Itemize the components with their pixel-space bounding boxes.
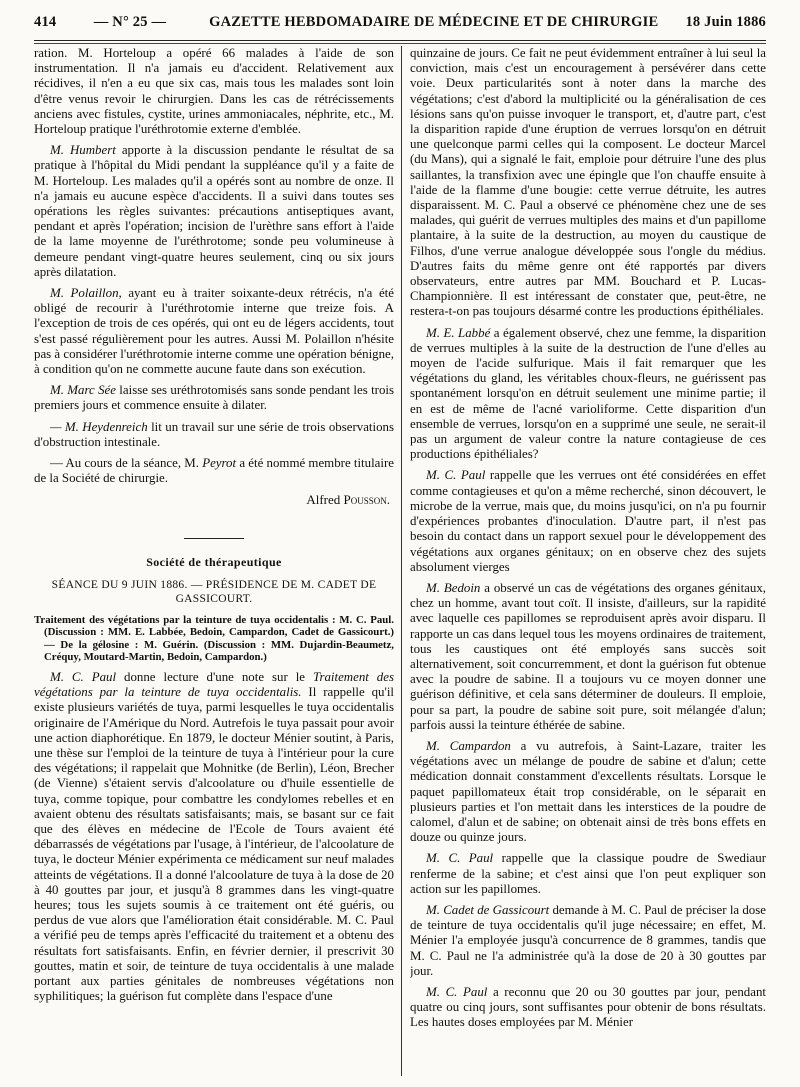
paragraph: — Au cours de la séance, M. Peyrot a été nommé membre titulaire de la Société de chirurgie. xyxy=(34,456,394,486)
speaker-name: M. C. Paul xyxy=(426,468,486,483)
society-heading: Société de thérapeutique xyxy=(146,554,282,569)
session-heading: SÉANCE DU 9 JUIN 1886. — PRÉSIDENCE DE M. CADET DE GASSICOURT. xyxy=(51,578,377,605)
header-rule xyxy=(34,40,766,41)
issue-number: — N° 25 — xyxy=(93,14,167,30)
speaker-name: M. C. Paul xyxy=(426,984,488,999)
paragraph: M. C. Paul donne lecture d'une note sur le Traitement des végétations par la teinture de tuya occidentalis. Il rappelle qu'il existe plusieurs variétés de tuya, parmi lesquelles le tuya occidentalis originaire de l'Amérique du Nord. Autrefois le tuya passait pour avoir une action diaphorétique. En 1879, le docteur Ménier soutint, à Paris, une thèse sur l'emploi de la teinture de tuya à l'intérieur pour la cure des végétations; il rappelait que Mohnitke (de Berlin), Léon, Brecher (de Vienne) s'étaient servis d'alcoolature ou d'huile essentielle de tuya, comme topique, pour combattre les condylomes rebelles et en avaient obtenu des résultats satisfaisants; mais, se basant sur ce fait que des élèves en médecine de l'Ecole de Tours avaient été débarrassés de végétations par l'usage, à l'intérieur, de l'alcoolature de tuya, le docteur Ménier expérimenta ce médicament sur neuf malades atteints de végétations. Il a donné l'alcoolature de tuya à la dose de 20 à 40 gouttes par jour, et jusqu'à 8 grammes dans les vingt-quatre heures; tous les sujets soumis à ce traitement ont été guéris, ou perdus de vue alors que l'amélioration était considérable. M. C. Paul a vérifié peu de temps après l'efficacité du traitement et a obtenu des résultats fort satisfaisants. Enfin, en février dernier, il prescrivit 30 gouttes, matin et soir, de teinture de tuya occidentalis à une malade portant aux parties génitales de nombreuses végétations non syphilitiques; la guérison fut complète dans l'espace d'une xyxy=(34,669,394,1004)
author-signature: Alfred Pousson. xyxy=(306,492,390,508)
column-divider xyxy=(401,46,402,1076)
issue-date: 18 Juin 1886 xyxy=(685,14,766,30)
speaker-name: M. Bedoin xyxy=(426,580,481,595)
page-number: 414 xyxy=(34,14,57,30)
paragraph: M. C. Paul rappelle que les verrues ont été considérées en effet comme contagieuses et qu'on a même recherché, sinon découvert, le microbe de la verrue, mais que, du moins jusqu'ici, on n'a pu fournir d'expériences probantes d'inoculation. D'autre part, il n'est pas besoin du contact dans un rapport sexuel pour le développement des végétations aux organes génitaux; on en observe chez des sujets absolument vierges xyxy=(410,468,766,574)
speaker-name: M. Polaillon, xyxy=(50,286,122,301)
paragraph: M. Cadet de Gassicourt demande à M. C. Paul de préciser la dose de teinture de tuya occidentalis qu'il juge nécessaire; en effet, M. Ménier l'a employée jusqu'à concurrence de 8 grammes, tandis que M. C. Paul ne l'a administrée qu'à la dose de 20 à 30 gouttes par jour. xyxy=(410,902,766,978)
speaker-name: M. Campardon xyxy=(426,738,511,753)
speaker-name: M. C. Paul xyxy=(50,669,117,684)
paragraph: M. Bedoin a observé un cas de végétations des organes génitaux, chez un homme, avant tout coït. Il insiste, d'ailleurs, sur la rapidité avec laquelle ces papillomes se reproduisent après avoir disparu. Il rapporte un cas dans lequel tous les moyens ordinaires de traitement, tous les caustiques ont été employés sans succès soit alternativement, soit concurremment, et dont la guérison fut obtenue avec la poudre de sabine. Il a toujours vu ce moyen donner une guérison définitive, et cela sans déterminer de douleurs. Il emploie, pour sa part, la poudre de sabine soit pure, soit mélangée d'alun; parfois aussi la teinture éthérée de sabine. xyxy=(410,580,766,732)
paragraph: M. Marc Sée laisse ses uréthrotomisés sans sonde pendant les trois premiers jours et commence ensuite à dilater. xyxy=(34,383,394,413)
article-title: Traitement des végétations par la teinture de tuya occidentalis. xyxy=(34,669,394,700)
speaker-name: M. C. Paul xyxy=(426,851,494,866)
paragraph: M. Campardon a vu autrefois, à Saint-Lazare, traiter les végétations avec un mélange de poudre de sabine et d'alun; cette médication donnait constamment d'excellents résultats. Lorsque le paquet papillomateux était trop considérable, on le séparait en plusieurs parties et l'on mettait dans les interstices de la poudre de calomel, d'alun et de sabine; on obtenait ainsi de très bons effets en douze ou quinze jours. xyxy=(410,738,766,845)
session-summary: Traitement des végétations par la teinture de tuya occidentalis : M. C. Paul. (Discussion : MM. E. Labbée, Bedoin, Campardon, Cadet de Gassicourt.) — De la gélosine : M. Guérin. (Discussion : MM. Dujardin-Beaumetz, Créquy, Moutard-Martin, Bedoin, Campardon.) xyxy=(34,613,394,664)
speaker-name: Peyrot xyxy=(202,456,237,471)
paragraph: ration. M. Horteloup a opéré 66 malades à l'aide de son instrumentation. Il n'a jamais eu d'accident. Relativement aux récidives, il n'en a eu que six cas, mais tous les malades sont loin d'être venus revoir le chirurgien. Dans les cas de rétrécissements anciens avec fistules, cystite, urines ammoniacales, néphrite, etc., M. Horteloup pratique l'uréthrotomie externe d'emblée. xyxy=(34,46,394,137)
running-header xyxy=(34,14,766,40)
paragraph: M. C. Paul a reconnu que 20 ou 30 gouttes par jour, pendant quatre ou cinq jours, sont suffisantes pour obtenir de bons résultats. Les hautes doses employées par M. Ménier xyxy=(410,984,766,1030)
speaker-name: M. Cadet de Gassicourt xyxy=(426,902,550,917)
paragraph: M. Polaillon, ayant eu à traiter soixante-deux rétrécis, n'a été obligé de recourir à l'uréthrotomie interne que treize fois. A l'exception de trois de ces opérés, qui ont eu de légers accidents, tout s'est passé régulièrement pour les autres. Aussi M. Polaillon n'hésite pas à considérer l'uréthrotomie interne comme une opération bénigne, à condition qu'on ne commette aucune faute dans son exécution. xyxy=(34,286,394,377)
speaker-name: — M. Heydenreich xyxy=(50,419,148,434)
right-column xyxy=(410,46,766,1076)
section-separator xyxy=(184,538,244,539)
paragraph: M. C. Paul rappelle que la classique poudre de Swediaur renferme de la sabine; et c'est ainsi que l'on peut expliquer son action sur les papillomes. xyxy=(410,851,766,896)
header-rule-thin xyxy=(34,43,766,44)
paragraph: M. E. Labbé a également observé, chez une femme, la disparition de verrues multiples à la suite de la destruction de l'une d'elles au moyen de l'acide sulfurique. Mais il fait remarquer que les végétations du gland, les véritables choux-fleurs, ne guérissent pas spontanément lorsqu'on en détruit seulement une minime partie; il en est de même de l'acné varioliforme. Cette disparition d'un ensemble de verrues, lorsqu'on en a supprimé une seule, ne serait-il pas un argument de valeur contre la nature contagieuse de ces productions épithéliales? xyxy=(410,325,766,462)
speaker-name: M. Humbert xyxy=(50,143,116,158)
paragraph: — M. Heydenreich lit un travail sur une série de trois observations d'obstruction intestinale. xyxy=(34,419,394,449)
speaker-name: M. E. Labbé xyxy=(426,325,491,340)
journal-title: GAZETTE HEBDOMADAIRE DE MÉDECINE ET DE CHIRURGIE xyxy=(209,14,659,30)
left-column xyxy=(34,46,394,1076)
paragraph: M. Humbert apporte à la discussion pendante le résultat de sa pratique à l'hôpital du Midi pendant la suppléance qu'il y a faite de M. Horteloup. Les malades qu'il a opérés sont au nombre de onze. Il n'a jamais eu aucune espèce d'accidents. Il a suivi dans toutes ses opérations les règles suivantes: précautions antiseptiques avant, pendant et après l'opération; incision de l'urèthre sans effort à l'aide de la lame moyenne de l'uréthrotome; sonde peu volumineuse à demeure pendant vingt-quatre heures seulement, cinq ou six jours après dilatation. xyxy=(34,143,394,279)
paragraph: quinzaine de jours. Ce fait ne peut évidemment entraîner à lui seul la conviction, mais c'est un encouragement à persévérer dans cette voie. Deux particularités sont à noter dans la marche des végétations; c'est d'abord la multiplicité ou la généralisation de ces lésions sans qu'on puisse invoquer le transport, et, d'autre part, c'est la disparition rapide d'une éruption de verrues lorsqu'on en détruit une quelconque parmi celles qui la composent. Le docteur Marcel (du Mans), qui a signalé le fait, emploie pour détruire l'une des plus saillantes, la transfixion avec une épingle que l'on chauffe ensuite à l'aide de la flamme d'une bougie: cette verrue détruite, les autres disparaissent. M. C. Paul a observé ce phénomène chez une de ses malades, qui guérit de verrues multiples des mains et d'un papillome plantaire, à la suite de la destruction, au moyen du caustique de Filhos, d'une verrue analogue développée sous l'ongle du médius. D'autres faits du même genre ont été rapportés par divers observateurs, entre autres par MM. Bouchard et P. Lucas-Championnière. Il est intéressant de constater que, peut-être, ne restera-t-on pas toujours désarmé contre les productions épithéliales. xyxy=(410,46,766,319)
speaker-name: M. Marc Sée xyxy=(50,383,116,398)
